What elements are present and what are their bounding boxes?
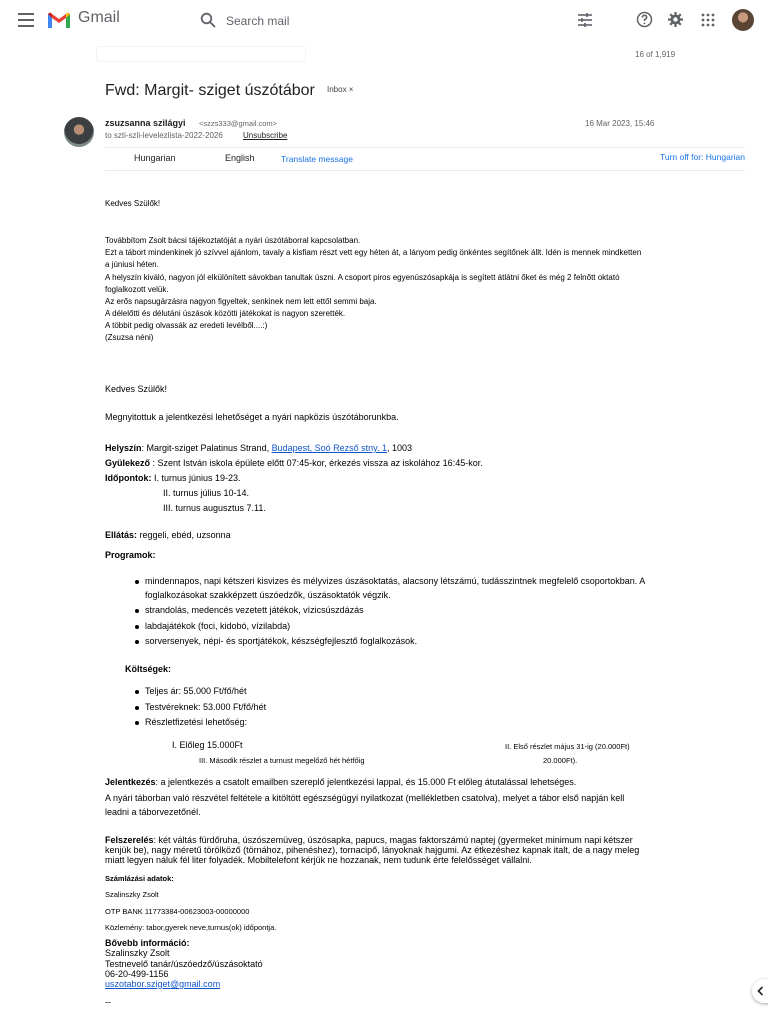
- intro-line: Ezt a tábort mindenkinek jó szívvel ajánlom, tavaly a kisfiam részt vett egy héten át, a lányom pedig önkéntes segítőnek állt. Idén is mennek mindketten: [105, 248, 642, 257]
- meals-label: Ellátás:: [105, 530, 138, 540]
- contact-title: Testnevelő tanár/úszóedző/úszásoktató: [105, 959, 263, 969]
- installment-1: I. Előleg 15.000Ft: [172, 740, 243, 750]
- bullet-icon: [135, 625, 139, 629]
- bullet-icon: [135, 690, 139, 694]
- location-label: Helyszín: [105, 443, 142, 453]
- turn-item: I. turnus június 19-23.: [151, 473, 241, 483]
- intro-line: (Zsuzsa néni): [105, 333, 154, 342]
- program-item: labdajátékok (foci, kidobó, vízilabda): [145, 621, 291, 631]
- application-text: : a jelentkezés a csatolt emailben szereplő jelentkezési lappal, és 15.000 Ft előleg átutalással lehetséges.: [155, 777, 577, 787]
- equipment-text: : két váltás fürdőruha, úszószemüveg, úszósapka, papucs, magas faktorszámú naptej (gyermeket minimum napi kétszer: [153, 835, 633, 845]
- program-item: foglalkozásokat szakképzett úszóedzők, úszásoktatók végzik.: [145, 590, 391, 600]
- equipment-line: kenjük be), nagy méretű törölköző (törnához, pihenéshez), tornacipő, lányoknak hajgumi. Az étkezéshez kapnak italt, de a nagy meleg: [105, 845, 640, 855]
- meeting-label: Gyülekező: [105, 458, 151, 468]
- menu-icon[interactable]: [18, 13, 34, 27]
- contact-email[interactable]: uszotabor.sziget@gmail.com: [105, 979, 221, 989]
- bullet-icon: [135, 609, 139, 613]
- billing-name: Szalinszky Zsolt: [105, 890, 159, 899]
- recipient-line[interactable]: to szti-szli-levelezlista-2022-2026: [105, 131, 223, 140]
- billing-label: Számlázási adatok:: [105, 874, 174, 883]
- meeting-text: : Szent István iskola épülete előtt 07:45-kor, érkezés vissza az iskolához 16:45-kor.: [150, 458, 483, 468]
- turn-off-translation-link[interactable]: Turn off for: Hungarian: [659, 152, 745, 162]
- source-language[interactable]: Hungarian: [134, 153, 176, 163]
- contact-email-link[interactable]: [105, 978, 220, 991]
- help-icon[interactable]: [636, 11, 653, 28]
- top-bar: [0, 0, 768, 40]
- cost-item: Részletfizetési lehetőség:: [145, 717, 248, 727]
- dates-label: Időpontok:: [105, 473, 152, 483]
- meeting-line: [105, 457, 483, 470]
- program-item: sorversenyek, népi- és sportjátékok, készségfejlesztő foglalkozások.: [145, 636, 418, 646]
- equipment-line: miatt legyen náluk fél liter folyadék. Mobiltelefont kérjük ne hozzanak, nem tudunk érte felelősséget vállalni.: [105, 855, 532, 865]
- turn-item: III. turnus augusztus 7.11.: [163, 503, 266, 513]
- installment-3-amount: 20.000Ft).: [543, 756, 578, 765]
- program-item: strandolás, medencés vezetett játékok, vízicsúszdázás: [145, 605, 364, 615]
- condition-line: A nyári táborban való részvétel feltétele a kitöltött egészségügyi nyilatkozat (mellékletben csatolva), melyet a tábor első napján kell: [105, 793, 625, 803]
- bullet-icon: [135, 640, 139, 644]
- turn-item: II. turnus július 10-14.: [163, 488, 250, 498]
- intro-line: A helyszín kiváló, nagyon jól elkülönített sávokban tanultak úszni. A csoport piros egyenúszósapkája is segített átlátni őket és még 2 felnőtt oktató: [105, 273, 620, 282]
- inbox-label-chip[interactable]: Inbox ×: [327, 85, 354, 94]
- installment-2: II. Első részlet május 31-ig (20.000Ft): [505, 742, 630, 751]
- pagination-count: 16 of 1,919: [635, 50, 676, 59]
- installment-3: III. Második részlet a turnust megelőző hét hétfőig: [199, 756, 365, 765]
- billing-note: Közlemény: tabor,gyerek neve,turnus(ok) időpontja.: [105, 923, 277, 932]
- search-options-icon[interactable]: [577, 12, 593, 28]
- email-date: 16 Mar 2023, 15:46: [585, 119, 655, 128]
- toolbar-placeholder: [96, 46, 306, 62]
- search-icon[interactable]: [200, 12, 216, 28]
- application-label: Jelentkezés: [105, 777, 156, 787]
- more-info-label: Bővebb információ:: [105, 938, 190, 948]
- program-item: mindennapos, napi kétszeri kisvizes és mélyvizes úszásoktatás, alacsony létszámú, tudásszintnek megfelelő csoportokban. A: [145, 576, 646, 586]
- bullet-icon: [135, 706, 139, 710]
- intro-line: Továbbítom Zsolt bácsi tájékoztatóját a nyári úszótáborral kapcsolatban.: [105, 236, 361, 245]
- sender-avatar[interactable]: [64, 117, 94, 147]
- signature-separator: --: [105, 997, 111, 1007]
- apps-grid-icon[interactable]: [701, 13, 715, 27]
- search-input[interactable]: [224, 8, 528, 34]
- location-zip: , 1003: [386, 443, 413, 453]
- bullet-icon: [135, 580, 139, 584]
- intro-line: Az erős napsugárzásra nagyon figyeltek, senkinek nem lett ettől semmi baja.: [105, 297, 377, 306]
- location-line: [105, 442, 412, 455]
- cost-item: Testvéreknek: 53.000 Ft/fő/hét: [145, 702, 267, 712]
- chevron-left-icon: [756, 986, 765, 996]
- intro-line: A többit pedig olvassák az eredeti levélből....:): [105, 321, 268, 330]
- greeting-2: Kedves Szülők!: [105, 384, 168, 394]
- equipment-label: Felszerelés: [105, 835, 154, 845]
- billing-bank: OTP BANK 11773384-00623003-00000000: [105, 907, 250, 916]
- intro-line: foglalkozott velük.: [105, 285, 169, 294]
- application-line: [105, 776, 576, 789]
- sender-name[interactable]: zsuzsanna szilágyi: [105, 118, 186, 128]
- greeting: Kedves Szülők!: [105, 199, 161, 208]
- meals-text: reggeli, ebéd, uzsonna: [137, 530, 231, 540]
- app-name[interactable]: Gmail: [78, 9, 120, 26]
- contact-phone: 06-20-499-1156: [105, 969, 169, 979]
- target-language[interactable]: English: [225, 153, 255, 163]
- location-text: : Margit-sziget Palatinus Strand,: [141, 443, 272, 453]
- translate-bar: [105, 147, 745, 171]
- dates-line: [105, 472, 241, 485]
- location-map-link[interactable]: Budapest, Soó Rezső stny. 1: [271, 443, 387, 453]
- intro-line: A délelőtti és délutáni úszások közötti játékokat is nagyon szerették.: [105, 309, 346, 318]
- contact-name: Szalinszky Zsolt: [105, 948, 170, 958]
- meals-line: [105, 529, 231, 542]
- account-avatar[interactable]: [732, 9, 754, 31]
- costs-label: Költségek:: [125, 664, 172, 674]
- unsubscribe-link[interactable]: Unsubscribe: [243, 131, 288, 140]
- bullet-icon: [135, 721, 139, 725]
- gmail-logo-icon[interactable]: [47, 11, 71, 29]
- programs-label: Programok:: [105, 550, 156, 560]
- sender-email: <szzs333@gmail.com>: [199, 119, 278, 128]
- translate-message-link[interactable]: Translate message: [281, 154, 353, 164]
- gear-icon[interactable]: [667, 11, 684, 28]
- cost-item: Teljes ár: 55.000 Ft/fő/hét: [145, 686, 247, 696]
- condition-line: leadni a táborvezetőnél.: [105, 807, 201, 817]
- side-panel-toggle[interactable]: [752, 979, 768, 1003]
- opening-line: Megnyitottuk a jelentkezési lehetőséget a nyári napközis úszótáborunkba.: [105, 412, 399, 422]
- intro-line: a júniusi héten.: [105, 260, 159, 269]
- email-subject: Fwd: Margit- sziget úszótábor: [105, 82, 315, 99]
